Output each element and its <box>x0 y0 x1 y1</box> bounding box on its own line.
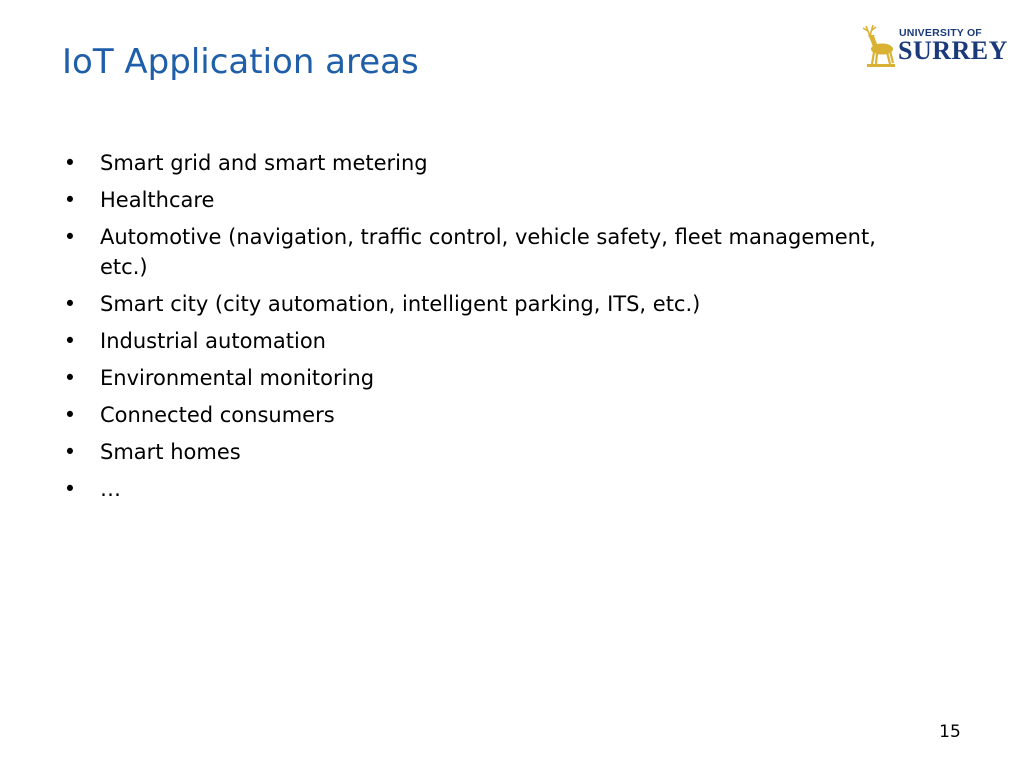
bullet-marker: • <box>63 366 77 390</box>
bullet-item <box>60 474 890 504</box>
bullet-marker: • <box>63 151 77 175</box>
bullet-text: … <box>100 477 121 501</box>
logo-surrey: SURREY <box>898 36 1008 65</box>
bullet-text: Connected consumers <box>100 403 335 427</box>
bullet-text: Healthcare <box>100 188 215 212</box>
bullet-marker: • <box>63 292 77 316</box>
bullet-list <box>60 148 890 511</box>
bullet-marker: • <box>63 440 77 464</box>
bullet-marker: • <box>63 403 77 427</box>
bullet-item <box>60 400 890 430</box>
page-number: 15 <box>939 722 961 742</box>
bullet-item <box>60 437 890 467</box>
bullet-item <box>60 363 890 393</box>
bullet-item <box>60 326 890 356</box>
bullet-text: Environmental monitoring <box>100 366 375 390</box>
bullet-item <box>60 185 890 215</box>
bullet-marker: • <box>63 329 77 353</box>
slide-title: IoT Application areas <box>62 42 419 82</box>
bullet-marker: • <box>63 477 77 501</box>
bullet-text: Smart homes <box>100 440 241 464</box>
university-logo <box>856 22 1008 72</box>
bullet-text: Smart grid and smart metering <box>100 151 428 175</box>
bullet-marker: • <box>63 188 77 212</box>
bullet-item <box>60 148 890 178</box>
stag-icon <box>856 22 896 70</box>
bullet-text: Industrial automation <box>100 329 326 353</box>
bullet-item <box>60 222 890 282</box>
logo-university-of: UNIVERSITY OF <box>899 27 982 39</box>
bullet-item <box>60 289 890 319</box>
bullet-text: Automotive (navigation, traffic control, vehicle safety, fleet management, etc.) <box>100 225 876 279</box>
bullet-text: Smart city (city automation, intelligent parking, ITS, etc.) <box>100 292 701 316</box>
bullet-marker: • <box>63 225 77 249</box>
